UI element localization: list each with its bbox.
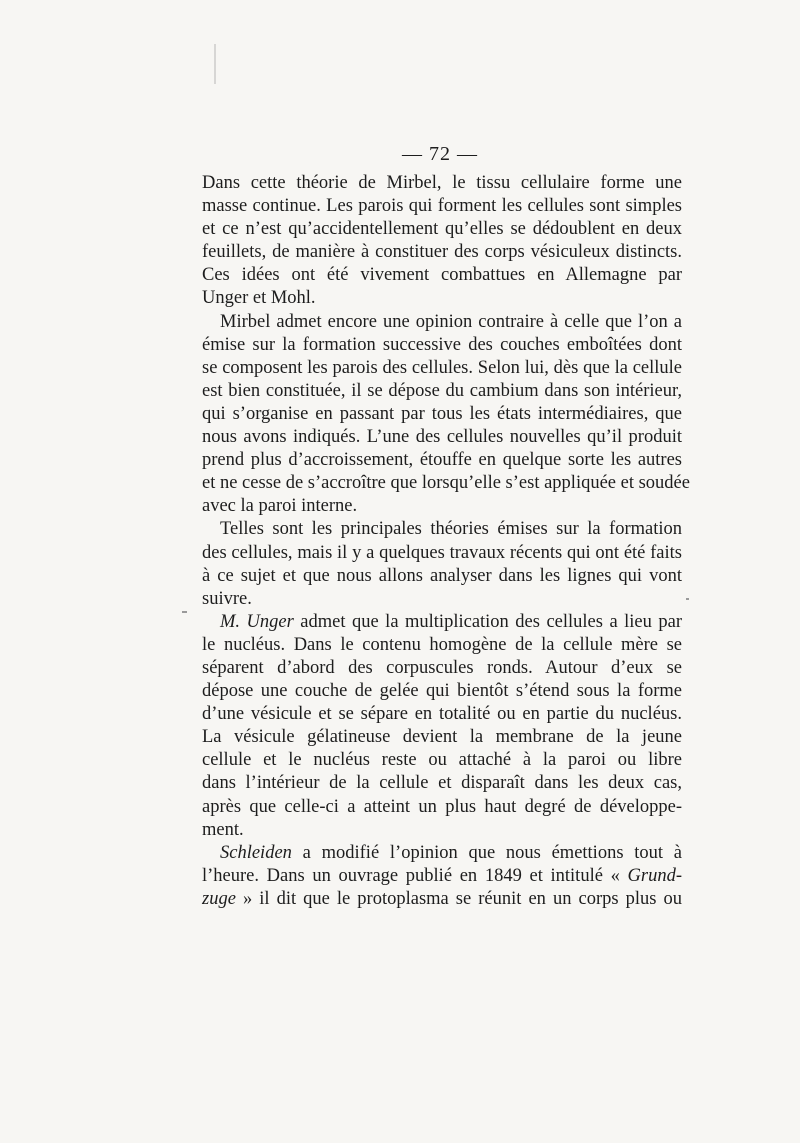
text-line: émise sur la formation successive des couches emboîtées dont (202, 334, 682, 355)
text-line: avec la paroi interne. (202, 496, 358, 517)
author-name: Schleiden (220, 842, 292, 863)
text-line: se composent les parois des cellules. Selon lui, dès que la cellule (202, 357, 682, 378)
text-line: suivre. (202, 588, 252, 609)
scan-speck (182, 611, 187, 613)
text-line (202, 611, 682, 634)
text-line: feuillets, de manière à constituer des corps vésiculeux distincts. (202, 242, 682, 263)
book-title: zuge (202, 888, 236, 909)
book-title: Grund- (627, 865, 682, 886)
text-line: séparent d’abord des corpuscules ronds. Autour d’eux se (202, 657, 682, 678)
text-line: Unger et Mohl. (202, 288, 316, 309)
text-line: après que celle-ci a atteint un plus haut degré de développe- (202, 796, 682, 817)
text-line: ment. (202, 819, 244, 840)
text-line: à ce sujet et que nous allons analyser dans les lignes qui vont (202, 565, 682, 586)
text-line: dépose une couche de gelée qui bientôt s’étend sous la forme (202, 681, 682, 702)
text-line: qui s’organise en passant par tous les états intermédiaires, que (202, 403, 682, 424)
text-run: admet que la multiplication des cellules a lieu par (293, 611, 682, 632)
text-line: est bien constituée, il se dépose du cambium dans son intérieur, (202, 380, 682, 401)
text-line: et ne cesse de s’accroître que lorsqu’elle s’est appliquée et soudée (202, 473, 690, 494)
text-line: et ce n’est qu’accidentellement qu’elles se dédoublent en deux (202, 219, 682, 240)
text-line: Telles sont les principales théories émises sur la formation (220, 519, 682, 540)
scan-speck (686, 598, 689, 600)
text-line: Ces idées ont été vivement combattues en Allemagne par (202, 265, 682, 286)
text-line: Dans cette théorie de Mirbel, le tissu cellulaire forme une (202, 173, 682, 193)
page-number: — 72 — (402, 143, 478, 165)
text-run: a modifié l’opinion que nous émettions tout à (291, 842, 682, 863)
text-line: le nucléus. Dans le contenu homogène de la cellule mère se (202, 634, 682, 655)
text-line: La vésicule gélatineuse devient la membrane de la jeune (202, 727, 682, 748)
text-line: Mirbel admet encore une opinion contraire à celle que l’on a (220, 311, 682, 332)
body-text (202, 172, 690, 911)
text-line (202, 842, 682, 865)
text-line: nous avons indiqués. L’une des cellules nouvelles qu’il produit (202, 427, 682, 448)
text-line (202, 888, 682, 911)
text-run: » il dit que le protoplasma se réunit en un corps plus ou (235, 888, 682, 909)
text-line: des cellules, mais il y a quelques travaux récents qui ont été faits (202, 542, 682, 563)
text-line: d’une vésicule et se sépare en totalité ou en partie du nucléus. (202, 704, 682, 725)
text-line: prend plus d’accroissement, étouffe en quelque sorte les autres (202, 450, 682, 471)
text-line: dans l’intérieur de la cellule et disparaît dans les deux cas, (202, 773, 682, 794)
author-name: M. Unger (220, 611, 294, 632)
scan-speck (214, 44, 216, 84)
text-line: cellule et le nucléus reste ou attaché à la paroi ou libre (202, 750, 682, 771)
text-run: l’heure. Dans un ouvrage publié en 1849 et intitulé « (202, 865, 628, 886)
text-line (202, 865, 682, 888)
text-line: masse continue. Les parois qui forment les cellules sont simples (202, 196, 682, 217)
